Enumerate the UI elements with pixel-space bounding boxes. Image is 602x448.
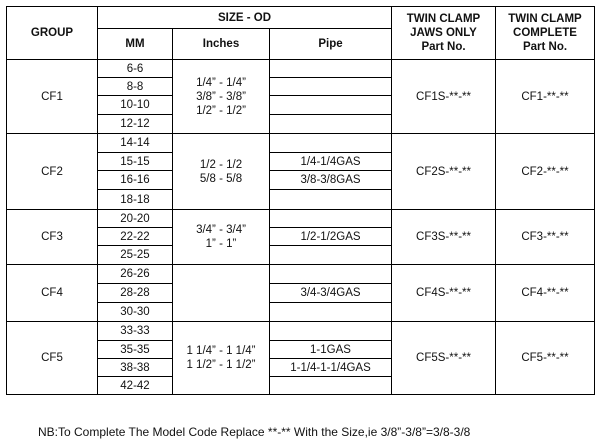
- inches-cell: [173, 322, 269, 394]
- complete-part-no: CF2-**-**: [521, 165, 569, 178]
- header-pipe: Pipe: [318, 38, 343, 50]
- mm-cell: 8-8: [126, 80, 144, 93]
- inches-cell: [173, 60, 269, 133]
- inches-cell: [173, 210, 269, 264]
- jaws-only-part-no: CF3S-**-**: [416, 231, 471, 243]
- mm-cell: 35-35: [120, 343, 150, 356]
- pipe-cell: 3/8-3/8GAS: [300, 174, 361, 186]
- inches-line: 1/2 - 1/2: [199, 158, 243, 171]
- jaws-only-part-no: CF2S-**-**: [416, 165, 471, 178]
- mm-cell: 38-38: [120, 361, 150, 374]
- header-jaws-only-line-3: Part No.: [421, 41, 466, 53]
- inches-line: 1 1/4” - 1 1/4”: [186, 345, 256, 357]
- header-complete-line-3: Part No.: [522, 41, 568, 53]
- group-name: CF4: [41, 287, 63, 299]
- complete-part-no: CF5-**-**: [521, 352, 569, 364]
- mm-cell: 22-22: [120, 230, 150, 243]
- inches-line: 1/4” - 1/4”: [196, 76, 246, 89]
- inches-line: 1 1/2” - 1 1/2”: [186, 359, 256, 371]
- pipe-cell: 1/2-1/2GAS: [300, 230, 361, 243]
- group-name: CF5: [41, 352, 63, 364]
- mm-cell: 10-10: [120, 99, 150, 111]
- complete-part-no: CF3-**-**: [521, 231, 569, 243]
- header-complete-line-2: COMPLETE: [513, 27, 577, 39]
- mm-cell: 28-28: [120, 287, 150, 299]
- pipe-cell: 1-1GAS: [310, 343, 351, 356]
- mm-cell: 25-25: [120, 249, 150, 261]
- inches-cell: [173, 134, 269, 209]
- group-name: CF3: [41, 231, 63, 243]
- mm-cell: 26-26: [120, 268, 150, 280]
- group-name: CF1: [41, 90, 63, 103]
- jaws-only-part-no: CF4S-**-**: [416, 287, 471, 299]
- header-complete-line-1: TWIN CLAMP: [508, 13, 582, 25]
- mm-cell: 30-30: [120, 306, 150, 318]
- mm-cell: 20-20: [120, 212, 150, 225]
- mm-cell: 18-18: [120, 193, 150, 206]
- header-inches: Inches: [202, 38, 240, 50]
- jaws-only-part-no: CF1S-**-**: [416, 90, 471, 103]
- pipe-cell: 1-1/4-1-1/4GAS: [290, 361, 371, 374]
- mm-cell: 14-14: [120, 137, 150, 149]
- model-code-note: NB:To Complete The Model Code Replace **-** With the Size,ie 3/8”-3/8”=3/8-3/8: [38, 425, 471, 439]
- mm-cell: 42-42: [120, 379, 150, 392]
- pipe-cell: 3/4-3/4GAS: [300, 287, 361, 299]
- mm-cell: 16-16: [120, 174, 150, 186]
- inches-line: 3/8” - 3/8”: [196, 90, 246, 103]
- inches-line: 3/4” - 3/4”: [196, 224, 246, 236]
- header-jaws-only: [392, 7, 495, 59]
- header-complete: [496, 7, 594, 59]
- header-mm: MM: [125, 38, 145, 50]
- complete-part-no: CF1-**-**: [521, 90, 569, 103]
- header-size-od: SIZE - OD: [217, 11, 272, 24]
- mm-cell: 15-15: [120, 155, 150, 168]
- mm-cell: 12-12: [120, 118, 150, 130]
- inches-line: 5/8 - 5/8: [199, 172, 243, 185]
- complete-part-no: CF4-**-**: [521, 287, 569, 299]
- group-name: CF2: [41, 165, 63, 178]
- mm-cell: 33-33: [120, 325, 150, 337]
- mm-cell: 6-6: [126, 62, 144, 75]
- inches-line: 1” - 1”: [205, 238, 237, 250]
- header-group: GROUP: [30, 27, 74, 39]
- header-jaws-only-line-1: TWIN CLAMP: [406, 13, 481, 25]
- jaws-only-part-no: CF5S-**-**: [416, 352, 471, 364]
- pipe-cell: 1/4-1/4GAS: [300, 155, 361, 168]
- inches-line: 1/2” - 1/2”: [196, 104, 246, 117]
- header-jaws-only-line-2: JAWS ONLY: [410, 27, 477, 39]
